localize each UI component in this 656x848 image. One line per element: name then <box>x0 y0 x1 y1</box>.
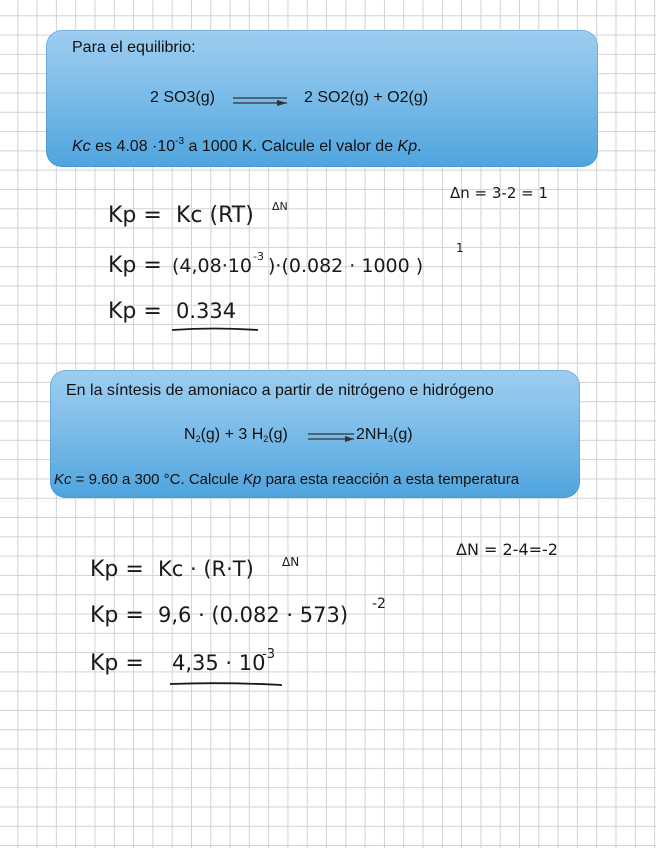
delta-n-2: ΔN = 2-4=-2 <box>456 540 558 559</box>
reaction-1-products: 2 SO2(g) + O2(g) <box>304 89 429 106</box>
h2-state: (g) <box>268 426 288 443</box>
delta-n-1: Δn = 3-2 = 1 <box>450 184 549 202</box>
kc-value-end: . <box>417 138 422 155</box>
nh3-state: (g) <box>393 426 413 443</box>
sol2-line3-lhs: Kp = <box>90 651 144 676</box>
sol2-line1-exp: ΔN <box>282 555 300 569</box>
kp-symbol: Kp <box>397 138 418 155</box>
kc-value-prefix: es 4.08 ·10 <box>90 138 176 155</box>
sol2-line2-lhs: Kp = <box>90 603 144 628</box>
sol1-line2-rest: )·(0.082 · 1000 ) <box>268 255 424 277</box>
sol2-line1-rhs: Kc · (R·T) <box>158 557 254 581</box>
problem-1-intro: Para el equilibrio: <box>72 39 196 56</box>
problem-2-intro: En la síntesis de amoniaco a partir de nitrógeno e hidrógeno <box>66 382 494 399</box>
kc-symbol-2: Kc <box>54 471 72 488</box>
n2-subscript: 2 <box>195 434 201 444</box>
kc-value-mid: a 1000 K. Calcule el valor de <box>184 138 398 155</box>
kc-symbol: Kc <box>72 138 91 155</box>
kc-text-2: = 9.60 a 300 °C. Calcule <box>71 471 244 488</box>
sol1-line3-lhs: Kp = <box>108 299 162 324</box>
sol2-result-underline <box>170 683 282 685</box>
sol2-result: 4,35 · 10 <box>172 651 266 675</box>
sol2-line2-exp: -2 <box>372 596 386 612</box>
sol1-line2-exp: 1 <box>456 241 464 255</box>
kc-end-2: para esta reacción a esta temperatura <box>261 471 520 488</box>
n2-formula: N <box>184 426 196 443</box>
sol1-line1-rhs: Kc (RT) <box>176 203 254 228</box>
sol1-line1-exp: ΔN <box>272 200 288 213</box>
n2-state: (g) + 3 H <box>200 426 264 443</box>
sol1-result: 0.334 <box>176 299 237 323</box>
sol1-result-underline <box>172 329 258 331</box>
h2-subscript: 2 <box>263 434 269 444</box>
nh3-subscript: 3 <box>388 434 394 444</box>
reaction-1-reactant: 2 SO3(g) <box>150 89 215 106</box>
kc-exponent: -3 <box>175 136 185 147</box>
nh3-formula: 2NH <box>356 426 389 443</box>
sol1-line2-lhs: Kp = <box>108 253 162 278</box>
kp-symbol-2: Kp <box>243 471 262 488</box>
sol1-line1-lhs: Kp = <box>108 203 162 228</box>
sol2-line1-lhs: Kp = <box>90 557 144 582</box>
sol1-line2-exp-inner: -3 <box>253 250 264 263</box>
sol1-line2-rhs: (4,08·10 <box>172 255 252 277</box>
sol2-line2-rhs: 9,6 · (0.082 · 573) <box>158 603 349 627</box>
sol2-result-exp: -3 <box>262 647 275 662</box>
